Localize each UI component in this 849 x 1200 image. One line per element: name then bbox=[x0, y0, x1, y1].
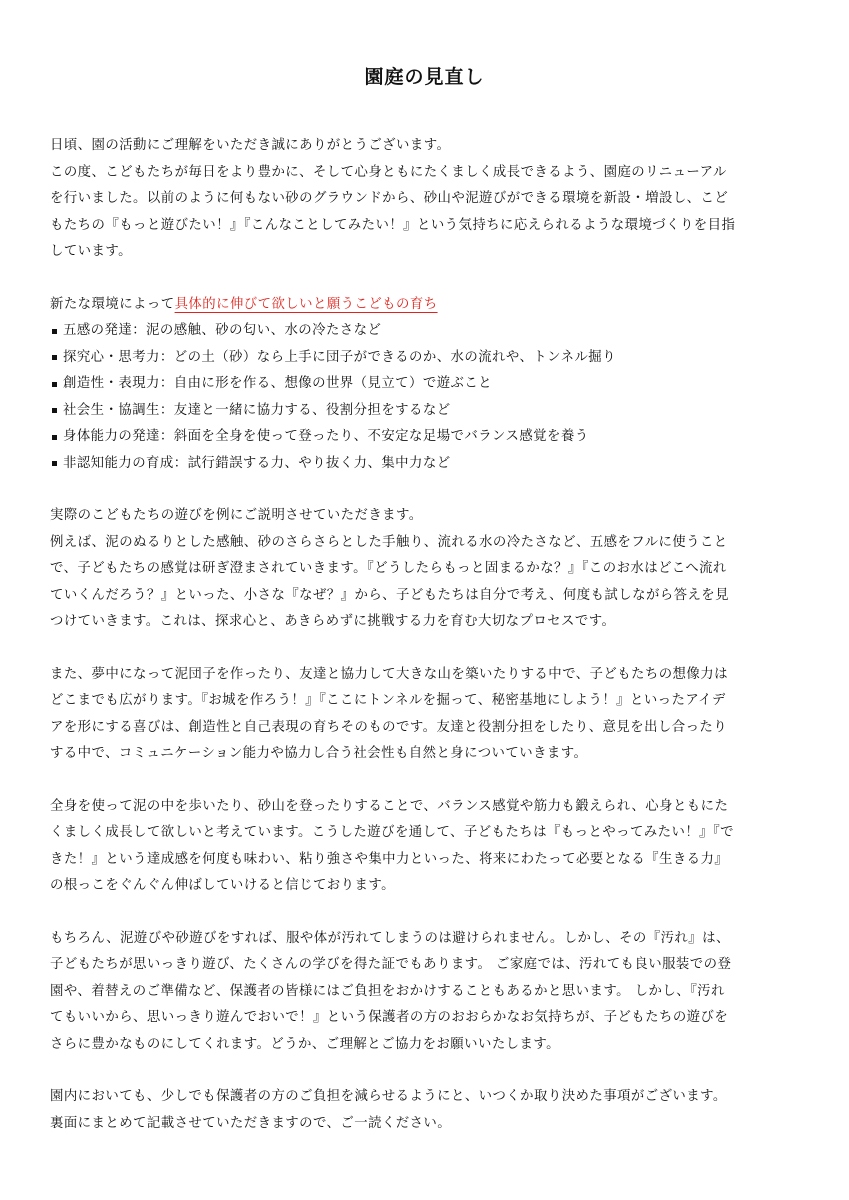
text-line: もちろん、泥遊びや砂遊びをすれば、服や体が汚れてしまうのは避けられません。しかし、その『汚れ』は、 bbox=[50, 930, 730, 946]
text-line: もたちの『もっと遊びたい！』『こんなことしてみたい！』という気持ちに応えられるような環境づくりを目指 bbox=[50, 217, 736, 233]
list-item-text: 非認知能力の育成：試行錯誤する力、やり抜く力、集中力など bbox=[63, 455, 451, 471]
text-line: きた！』という達成感を何度も味わい、粘り強さや集中力といった、将来にわたって必要となる『生きる力』 bbox=[50, 851, 729, 867]
intro-paragraph bbox=[50, 133, 789, 266]
text-line: 日頃、園の活動にご理解をいただき誠にありがとうございます。 bbox=[50, 138, 451, 153]
text-line: で、子どもたちの感覚は研ぎ澄まされていきます。『どうしたらもっと固まるかな？』『このお水はどこへ流れ bbox=[50, 561, 727, 576]
physical-paragraph bbox=[50, 794, 789, 900]
bullet-icon bbox=[52, 408, 57, 413]
list-item bbox=[50, 424, 789, 451]
text-line: 実際のこどもたちの遊びを例にご説明させていただきます。 bbox=[50, 508, 423, 523]
text-line: 園内においても、少しでも保護者の方のご負担を減らせるようにと、いつくか取り決めた事項がございます。 bbox=[50, 1089, 727, 1104]
bullet-icon bbox=[52, 355, 57, 360]
list-item-text: 探究心・思考力：どの土（砂）なら上手に団子ができるのか、水の流れや、トンネル掘り bbox=[63, 349, 616, 365]
bullet-icon bbox=[52, 435, 57, 440]
dirt-paragraph bbox=[50, 926, 789, 1059]
list-item bbox=[50, 398, 789, 425]
text-line: また、夢中になって泥団子を作ったり、友達と協力して大きな山を築いたりする中で、子どもたちの想像力は bbox=[50, 666, 728, 682]
list-item bbox=[50, 345, 789, 372]
example-paragraph bbox=[50, 503, 789, 636]
text-line: 裏面にまとめて記載させていただきますので、ご一読ください。 bbox=[50, 1115, 452, 1131]
list-item-text: 社会生・協調生：友達と一緒に協力する、役割分担をするなど bbox=[63, 402, 451, 418]
page-title: 園庭の見直し bbox=[364, 66, 485, 88]
text-line: 子どもたちが思いっきり遊び、たくさんの学びを得た証でもあります。 ご家庭では、汚れても良い服装での登 bbox=[50, 957, 732, 972]
growth-heading-prefix: 新たな環境によって bbox=[50, 296, 175, 312]
list-item bbox=[50, 318, 789, 345]
text-line: ていくんだろう？』といった、小さな『なぜ？』から、子どもたちは自分で考え、何度も試しながら答えを見 bbox=[50, 587, 729, 603]
text-line: てもいいから、思いっきり遊んでおいで！』という保護者の方のおおらかなお気持ちが、子どもたちの遊びを bbox=[50, 1010, 729, 1025]
growth-bullet-list bbox=[50, 318, 789, 477]
text-line: この度、こどもたちが毎日をより豊かに、そして心身ともにたくましく成長できるよう、園庭のリニューアル bbox=[50, 164, 727, 180]
text-line: 全身を使って泥の中を歩いたり、砂山を登ったりすることで、バランス感覚や筋力も鍛えられ、心身ともにた bbox=[50, 798, 729, 814]
text-line: つけていきます。これは、探求心と、あきらめずに挑戦する力を育む大切なプロセスです。 bbox=[50, 614, 616, 629]
creativity-paragraph bbox=[50, 662, 789, 768]
text-line: しています。 bbox=[50, 244, 132, 259]
text-line: くましく成長して欲しいと考えています。こうした遊びを通して、子どもたちは『もっとやってみたい！』『で bbox=[50, 825, 734, 840]
text-line: を行いました。以前のように何もない砂のグラウンドから、砂山や泥遊びができる環境を新設・増設し、こど bbox=[50, 191, 729, 206]
bullet-icon bbox=[52, 329, 57, 334]
text-line: 例えば、泥のぬるりとした感触、砂のさらさらとした手触り、流れる水の冷たさなど、五感をフルに使うこと bbox=[50, 534, 728, 550]
growth-heading bbox=[50, 292, 789, 319]
text-line: する中で、コミュニケーション能力や協力し合う社会性も自然と身についていきます。 bbox=[50, 746, 588, 761]
growth-heading-emphasis: 具体的に伸びて欲しいと願うこどもの育ち bbox=[174, 296, 438, 312]
text-line: どこまでも広がります。『お城を作ろう！』『ここにトンネルを掘って、秘密基地にしよう！』といったアイデ bbox=[50, 693, 726, 708]
list-item-text: 創造性・表現力：自由に形を作る、想像の世界（見立て）で遊ぶこと bbox=[63, 376, 493, 391]
text-line: 園や、着替えのご準備など、保護者の皆様にはご負担をおかけすることもあるかと思います。 しかし、『汚れ bbox=[50, 983, 725, 999]
list-item-text: 五感の発達：泥の感触、砂の匂い、水の冷たさなど bbox=[63, 323, 382, 338]
text-line: さらに豊かなものにしてくれます。どうか、ご理解とご協力をお願いいたします。 bbox=[50, 1036, 560, 1052]
text-line: アを形にする喜びは、創造性と自己表現の育ちそのものです。友達と役割分担をしたり、意見を出し合ったり bbox=[50, 719, 728, 735]
closing-paragraph bbox=[50, 1084, 789, 1137]
list-item bbox=[50, 371, 789, 398]
bullet-icon bbox=[52, 461, 57, 466]
list-item-text: 身体能力の発達：斜面を全身を使って登ったり、不安定な足場でバランス感覚を養う bbox=[63, 429, 589, 444]
bullet-icon bbox=[52, 382, 57, 387]
list-item bbox=[50, 451, 789, 478]
text-line: の根っこをぐんぐん伸ばしていけると信じております。 bbox=[50, 878, 395, 893]
